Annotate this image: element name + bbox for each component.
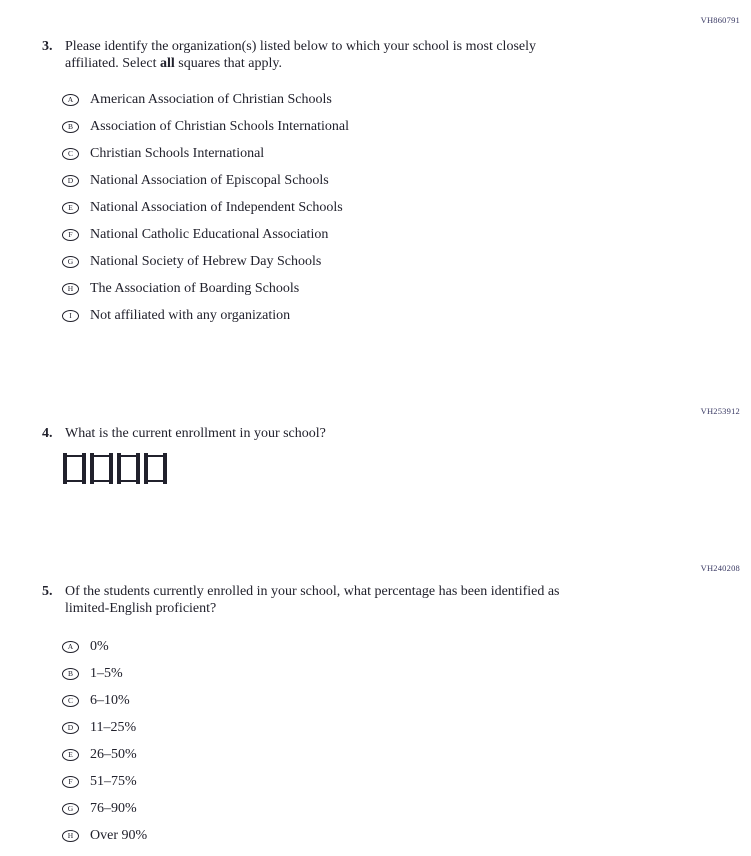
option-letter: G [67,803,74,813]
option-label: Christian Schools International [90,145,265,161]
option-label: The Association of Boarding Schools [90,280,300,296]
option-bubble-icon[interactable] [62,830,79,842]
option-label: 11–25% [90,719,137,735]
option-letter: E [68,202,73,212]
option-bubble-icon[interactable] [62,641,79,653]
option-letter: H [67,830,74,840]
option-label: National Association of Independent Schools [90,199,343,215]
enrollment-digit-box[interactable] [117,453,140,484]
option-bubble-icon[interactable] [62,776,79,788]
option-row[interactable] [62,140,627,167]
question-number: 4. [42,426,53,441]
option-label: American Association of Christian Schools [90,91,332,107]
question-5 [42,583,627,849]
question-code-q5: VH240208 [700,563,740,573]
option-label: 1–5% [90,665,123,681]
option-row[interactable] [62,687,627,714]
question-4-header [42,425,627,442]
option-label: National Catholic Educational Association [90,226,329,242]
option-letter: B [67,668,73,678]
question-text: Of the students currently enrolled in your school, what percentage has been identified as limited-English proficient? [65,584,560,616]
question-5-options [42,633,627,849]
option-label: 76–90% [90,800,137,816]
question-text [65,38,590,72]
option-row[interactable] [62,633,627,660]
option-letter: F [68,776,73,786]
enrollment-digit-box[interactable] [90,453,113,484]
option-bubble-icon[interactable] [62,202,79,214]
option-letter: B [67,121,73,131]
option-bubble-icon[interactable] [62,722,79,734]
enrollment-digit-box[interactable] [144,453,167,484]
option-label: Over 90% [90,827,148,843]
option-row[interactable] [62,167,627,194]
option-label: 0% [90,638,109,654]
question-3 [42,38,627,329]
question-3-header [42,38,627,72]
option-letter: A [67,641,74,651]
option-row[interactable] [62,302,627,329]
question-number: 3. [42,39,53,54]
question-text-part: Please identify the organization(s) listed below to which your school is most closely affiliated. Select [65,39,536,71]
option-row[interactable] [62,768,627,795]
option-bubble-icon[interactable] [62,695,79,707]
enrollment-digit-box[interactable] [63,453,86,484]
question-text-part: squares that apply. [174,56,282,71]
option-bubble-icon[interactable] [62,668,79,680]
option-bubble-icon[interactable] [62,310,79,322]
option-row[interactable] [62,221,627,248]
option-bubble-icon[interactable] [62,121,79,133]
option-row[interactable] [62,822,627,849]
option-bubble-icon[interactable] [62,749,79,761]
question-code-q3: VH860791 [700,15,740,25]
option-letter: D [67,175,74,185]
option-label: Not affiliated with any organization [90,307,291,323]
option-letter: A [67,94,74,104]
question-number: 5. [42,584,53,599]
enrollment-digit-boxes [63,453,627,484]
option-row[interactable] [62,660,627,687]
option-label: National Society of Hebrew Day Schools [90,253,322,269]
option-bubble-icon[interactable] [62,94,79,106]
option-bubble-icon[interactable] [62,175,79,187]
option-row[interactable] [62,86,627,113]
question-text-bold: all [159,56,175,71]
question-text: What is the current enrollment in your school? [65,426,326,441]
option-letter: C [67,148,73,158]
option-label: 26–50% [90,746,137,762]
question-3-options [42,86,627,329]
option-bubble-icon[interactable] [62,283,79,295]
question-code-q4: VH253912 [700,406,740,416]
option-letter: G [67,256,74,266]
option-letter: F [68,229,73,239]
option-bubble-icon[interactable] [62,229,79,241]
option-bubble-icon[interactable] [62,148,79,160]
question-5-header [42,583,627,617]
option-row[interactable] [62,248,627,275]
option-letter: C [67,695,73,705]
option-label: 6–10% [90,692,130,708]
option-row[interactable] [62,741,627,768]
option-label: National Association of Episcopal Schools [90,172,329,188]
option-row[interactable] [62,714,627,741]
option-row[interactable] [62,275,627,302]
option-letter: D [67,722,74,732]
option-label: Association of Christian Schools International [90,118,349,134]
option-letter: I [69,310,72,320]
option-letter: E [68,749,73,759]
question-4 [42,425,627,484]
option-row[interactable] [62,113,627,140]
option-bubble-icon[interactable] [62,256,79,268]
option-letter: H [67,283,74,293]
option-row[interactable] [62,194,627,221]
option-bubble-icon[interactable] [62,803,79,815]
option-row[interactable] [62,795,627,822]
option-label: 51–75% [90,773,137,789]
